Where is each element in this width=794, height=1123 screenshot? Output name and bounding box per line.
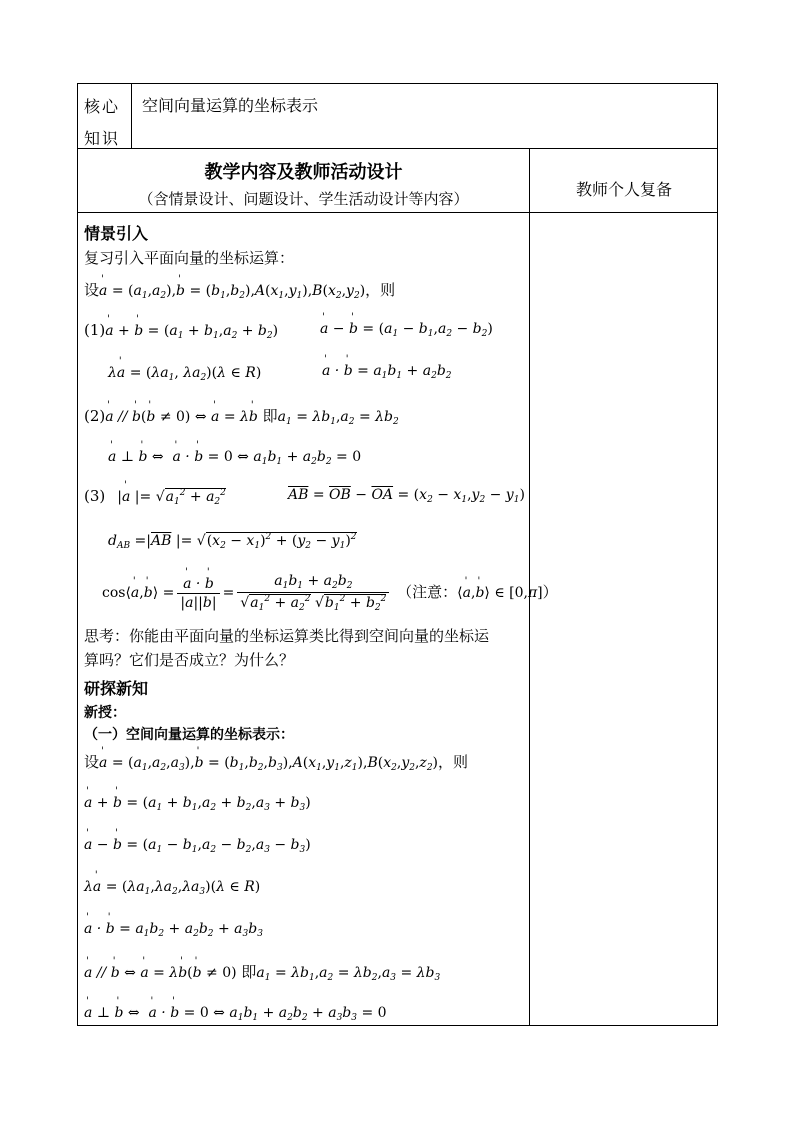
formula-plane-vectors: 设' $a = (a_1,a_2),'$ $b = (b_1,b_2),A(x_1,y_1),B(x_2,y_2)$，则 <box>84 279 395 301</box>
section-subtitle: （含情景设计、问题设计、学生活动设计等内容） <box>138 190 469 208</box>
heading-explore-new: 研探新知 <box>84 679 149 698</box>
formula-space-vectors: 设' $a = (a_1,a_2,a_3),'$ $b = (b_1,b_2,b_3),A(x_1,y_1,z_1),B(x_2,y_2,z_2)$，则 <box>84 751 468 773</box>
lesson-table <box>77 83 718 1026</box>
review-line: 复习引入平面向量的坐标运算： <box>84 249 295 267</box>
formula-space-add: ' a + ' $b = (a_1 + b_1,a_2 + b_2,a_3 + b_3)$ <box>84 793 311 813</box>
heading-scene-intro: 情景引入 <box>84 224 149 243</box>
formula-space-dot: ' a · ' $b = a_1b_2 + a_2b_2 + a_3b_3$ <box>84 919 263 939</box>
teacher-prep-title: 教师个人复备 <box>575 180 672 199</box>
formula-space-scalar: λ' $a = (\lambda a_1,\lambda a_2,\lambda a_3)(\lambda$ ∈ R) <box>84 877 260 897</box>
formula-add-sub: (1)' a + ' $b = (a_1 + b_1,a_2 + b_2)$ ' a − ' $b = (a_1 - b_1,a_2 - b_2)$ <box>84 321 278 341</box>
formula-distance: $d_{AB} =|\overline{AB}$ |= $√(x_2 - x_1)^2 + (y_2 - y_1)^2$ <box>108 532 357 551</box>
formula-scalar-dot: λ' $a = (\lambda a_1$, $\lambda a_2)(\lambda$ ∈ R) ' a · ' $b = a_1b_1 + a_2b_2$ <box>84 363 261 383</box>
column-divider <box>131 84 132 148</box>
core-knowledge-label: 核心 知识 <box>84 97 121 148</box>
row-divider <box>78 148 717 149</box>
think-question-line2: 算吗？它们是否成立？为什么？ <box>84 651 295 669</box>
core-knowledge-text: 空间向量运算的坐标表示 <box>142 96 319 115</box>
new-teaching-label: 新授： <box>84 705 126 721</box>
formula-space-perpendicular: ' a ⊥ ' b ⇔ ' a · ' b = 0 ⇔ $a_1b_1 + a_2b_2 + a_3b_3 = 0$ <box>84 1003 387 1023</box>
section-title: 教学内容及教师活动设计 <box>204 162 403 183</box>
formula-magnitude: (3) |' a |= $√a_1^2 + a_2^2$ $\overline{AB} = \overline{OB} - \overline{OA} = (x_2 - x_1,y_2 - y_1)$ <box>84 487 226 507</box>
row-divider <box>78 212 717 213</box>
formula-space-parallel: ' a // ' b ⇔ ' a = λ' b(' b ≠ 0) 即$a_1 = \lambda b_1,a_2 = \lambda b_2,a_3 = \lambda b_3$ <box>84 961 440 983</box>
subheading-space-vectors: （一）空间向量运算的坐标表示： <box>84 727 294 743</box>
formula-cosine: cos⟨' a,' b⟩ = ' $\frac{a \cdot ' b}{|a||b|}$ = $\frac{a_1b_1 + a_2b_2}{√a_1^2 + a_2^2 √b_1^2 + b_2^2}$ （注意：⟨' a,' b⟩ ∈ [0,π]） <box>84 573 558 613</box>
think-question-line1: 思考：你能由平面向量的坐标运算类比得到空间向量的坐标运 <box>84 627 490 645</box>
formula-parallel: (2)' a // ' b(' b ≠ 0) ⇔ ' a = λ' b 即$a_1 = \lambda b_1,a_2 = \lambda b_2$ <box>84 405 399 427</box>
formula-perpendicular: ' a ⊥ ' b ⇔ ' a · ' b = 0 ⇔ $a_1b_1 + a_2b_2 = 0$ <box>84 447 361 467</box>
formula-space-sub: ' a − ' $b = (a_1 - b_1,a_2 - b_2,a_3 - b_3)$ <box>84 835 311 855</box>
